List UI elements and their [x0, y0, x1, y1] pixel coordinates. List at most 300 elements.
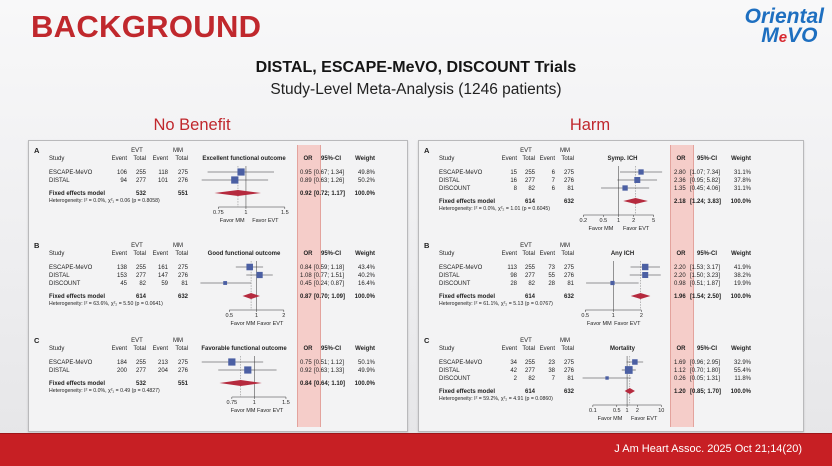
pooled-diamond [214, 190, 261, 196]
mm-event-header: Event [152, 346, 168, 352]
study-name: ESCAPE-MeVO [439, 265, 483, 271]
x-tick-label: 2 [639, 313, 643, 319]
odds-ratio-pooled: 1.96 [674, 294, 686, 300]
x-axis [213, 207, 289, 216]
outcome-title: Good functional outcome [207, 251, 281, 257]
weight: 43.4% [357, 265, 375, 271]
mm-events: 118 [158, 170, 168, 176]
ci-column-header: 95%-CI [320, 346, 342, 352]
citation: J Am Heart Assoc. 2025 Oct 21;14(20) [614, 443, 802, 455]
favor-right-label: Favor EVT [257, 321, 284, 327]
evt-total: 277 [524, 273, 535, 279]
fixed-effects-label: Fixed effects model [49, 381, 106, 387]
study-row [49, 366, 376, 374]
x-tick-label: 0.5 [225, 313, 234, 319]
evt-total: 277 [135, 273, 146, 279]
mm-total: 275 [177, 170, 188, 176]
odds-ratio: 0.98 [674, 281, 686, 287]
forest-plot-c [419, 334, 803, 428]
evt-total-pooled: 532 [135, 381, 146, 387]
x-axis [589, 405, 664, 414]
fixed-effects-row [49, 380, 376, 387]
slide-heading: BACKGROUND [31, 9, 262, 44]
mm-total-header: Total [561, 346, 574, 352]
odds-ratio: 0.95 [300, 170, 312, 176]
evt-events: 15 [510, 170, 517, 176]
mm-total-header: Total [561, 251, 574, 257]
confidence-interval-pooled: [0.70; 1.09] [314, 294, 346, 300]
evt-events: 45 [120, 281, 127, 287]
evt-total: 277 [524, 178, 535, 184]
x-tick-label: 10 [658, 408, 665, 414]
forest-plot-b [419, 239, 803, 333]
weight: 49.9% [357, 368, 375, 374]
evt-total: 255 [524, 170, 535, 176]
evt-total-pooled: 614 [524, 294, 535, 300]
mm-event-header: Event [539, 346, 555, 352]
study-column-header: Study [49, 156, 65, 162]
outcome-title: Mortality [609, 346, 636, 352]
mm-total: 81 [567, 281, 574, 287]
x-axis [581, 310, 642, 319]
odds-ratio-pooled: 0.84 [300, 381, 312, 387]
x-tick-label: 1 [255, 313, 259, 319]
odds-ratio: 2.36 [674, 178, 686, 184]
study-column-header: Study [439, 251, 455, 257]
confidence-interval: [0.77; 1.51] [314, 273, 345, 279]
forest-plot-c [29, 334, 407, 428]
x-tick-label: 1 [625, 408, 629, 414]
study-name: DISCOUNT [439, 186, 471, 192]
mm-event-header: Event [152, 251, 168, 257]
mm-total-pooled: 632 [177, 294, 188, 300]
mm-total: 275 [177, 265, 188, 271]
study-row [439, 169, 752, 176]
evt-events: 34 [510, 360, 517, 366]
mm-total-pooled: 551 [177, 381, 188, 387]
confidence-interval: [0.63; 1.33] [314, 368, 345, 374]
evt-total: 82 [528, 186, 535, 192]
pooled-diamond [623, 198, 648, 204]
mm-group-header: MM [173, 338, 183, 344]
odds-ratio: 1.35 [674, 186, 686, 192]
weight: 31.1% [733, 170, 751, 176]
evt-events: 98 [510, 273, 517, 279]
section-label-harm: Harm [569, 116, 611, 134]
heterogeneity-text: Heterogeneity: I² = 0.0%, χ²₂ = 1.01 (p = 0.6045) [439, 206, 550, 212]
fixed-effects-row [49, 190, 376, 197]
x-tick-label: 0.5 [612, 408, 621, 414]
x-tick-label: 0.2 [579, 218, 588, 224]
x-tick-label: 0.5 [599, 218, 608, 224]
odds-ratio: 0.45 [300, 281, 312, 287]
mm-total: 275 [563, 170, 574, 176]
evt-event-header: Event [111, 251, 127, 257]
odds-ratio: 0.84 [300, 265, 312, 271]
study-row [439, 185, 752, 192]
weight: 32.9% [733, 360, 751, 366]
heterogeneity-text: Heterogeneity: I² = 61.1%, χ²₂ = 5.13 (p = 0.0767) [439, 301, 553, 307]
mm-total: 81 [567, 186, 574, 192]
mm-events: 213 [157, 360, 168, 366]
weight-pooled: 100.0% [730, 389, 751, 395]
study-name: DISCOUNT [439, 281, 471, 287]
mm-events: 59 [161, 281, 168, 287]
evt-event-header: Event [501, 156, 517, 162]
weight-pooled: 100.0% [354, 294, 375, 300]
evt-total-header: Total [522, 346, 535, 352]
evt-event-header: Event [501, 251, 517, 257]
mm-total-header: Total [175, 156, 188, 162]
footer-band [0, 433, 832, 466]
forest-plot-b [29, 239, 407, 333]
odds-ratio: 2.20 [674, 273, 686, 279]
study-column-header: Study [49, 251, 65, 257]
forest-panel-harm [418, 140, 804, 432]
study-row [49, 176, 376, 184]
evt-events: 184 [116, 360, 127, 366]
x-tick-label: 0.1 [589, 408, 597, 414]
evt-events: 2 [513, 376, 517, 382]
effect-square [256, 272, 262, 278]
mm-event-header: Event [152, 156, 168, 162]
mm-total: 276 [177, 273, 188, 279]
study-row [49, 281, 376, 287]
heterogeneity-text: Heterogeneity: I² = 59.2%, χ²₂ = 4.91 (p = 0.0860) [439, 396, 553, 402]
evt-total: 82 [528, 281, 535, 287]
favor-right-label: Favor EVT [622, 226, 650, 232]
mm-total-pooled: 632 [563, 389, 574, 395]
study-row [49, 264, 376, 271]
study-name: DISCOUNT [49, 281, 81, 287]
weight: 55.4% [733, 368, 751, 374]
evt-total-pooled: 614 [524, 389, 535, 395]
weight-column-header: Weight [355, 251, 375, 257]
outcome-title: Favorable functional outcome [201, 346, 287, 352]
panel-letter: C [424, 336, 430, 345]
fixed-effects-row [49, 293, 376, 300]
weight-pooled: 100.0% [354, 381, 375, 387]
favor-right-label: Favor EVT [631, 416, 658, 422]
mm-events: 101 [157, 178, 168, 184]
weight: 11.8% [734, 376, 751, 382]
logo-letters-vo: VO [787, 24, 818, 47]
study-name: ESCAPE-MeVO [439, 170, 483, 176]
x-tick-label: 0.5 [581, 313, 590, 319]
section-label-no-benefit: No Benefit [153, 116, 231, 134]
outcome-title: Excellent functional outcome [202, 156, 286, 162]
effect-square [625, 366, 633, 374]
mm-events: 73 [548, 265, 555, 271]
favor-right-label: Favor EVT [614, 321, 641, 327]
weight: 19.9% [733, 281, 751, 287]
x-tick-label: 0.75 [213, 210, 224, 216]
mm-events: 38 [548, 368, 555, 374]
weight: 37.8% [733, 178, 751, 184]
study-row [49, 168, 376, 176]
favor-right-label: Favor EVT [256, 408, 284, 414]
ci-column-header: 95%-CI [696, 346, 718, 352]
mm-total-header: Total [175, 251, 188, 257]
mm-total: 275 [563, 265, 574, 271]
x-tick-label: 0.75 [226, 400, 238, 406]
forest-panel-no-benefit [28, 140, 408, 432]
ci-column-header: 95%-CI [320, 251, 342, 257]
evt-event-header: Event [501, 346, 517, 352]
panel-letter: C [34, 336, 40, 345]
evt-total-header: Total [133, 156, 146, 162]
favor-left-label: Favor MM [230, 321, 256, 327]
fixed-effects-row [439, 198, 752, 205]
confidence-interval: [0.05; 1.31] [690, 376, 721, 382]
study-name: DISTAL [439, 273, 460, 279]
study-column-header: Study [49, 346, 65, 352]
evt-event-header: Event [111, 156, 127, 162]
effect-square [237, 168, 244, 175]
logo-text-line1: Oriental [744, 5, 824, 28]
mm-events: 161 [157, 265, 168, 271]
fixed-effects-label: Fixed effects model [439, 389, 496, 395]
study-name: ESCAPE-MeVO [49, 360, 93, 366]
evt-events: 153 [116, 273, 127, 279]
x-axis [225, 310, 285, 319]
confidence-interval-pooled: [0.85; 1.70] [690, 389, 722, 395]
favor-right-label: Favor EVT [252, 218, 279, 224]
fixed-effects-label: Fixed effects model [439, 294, 496, 300]
weight: 38.2% [733, 273, 751, 279]
pooled-diamond [631, 293, 651, 299]
confidence-interval: [0.95; 5.82] [690, 178, 721, 184]
or-column-header: OR [303, 251, 313, 257]
mm-event-header: Event [539, 156, 555, 162]
pooled-diamond [625, 388, 635, 394]
effect-square [223, 281, 227, 285]
confidence-interval: [0.59; 1.18] [314, 265, 345, 271]
study-name: ESCAPE-MeVO [439, 360, 483, 366]
mm-total: 276 [563, 178, 574, 184]
weight-column-header: Weight [355, 346, 375, 352]
effect-square [228, 358, 235, 365]
mm-total: 81 [181, 281, 188, 287]
weight: 16.4% [357, 281, 375, 287]
or-column-header: OR [676, 156, 686, 162]
oriental-mevo-logo [745, 6, 824, 46]
effect-square [605, 376, 608, 379]
weight-column-header: Weight [355, 156, 375, 162]
confidence-interval: [0.51; 1.12] [314, 360, 345, 366]
confidence-interval: [1.07; 7.34] [690, 170, 721, 176]
odds-ratio: 0.92 [300, 368, 312, 374]
evt-total: 255 [135, 265, 146, 271]
x-tick-label: 1 [252, 400, 256, 406]
evt-events: 200 [116, 368, 127, 374]
logo-text-line2 [745, 25, 824, 46]
effect-square [244, 366, 251, 373]
x-axis [226, 397, 289, 406]
mm-events: 147 [157, 273, 168, 279]
fixed-effects-row [439, 293, 752, 300]
weight: 49.8% [357, 170, 375, 176]
study-row [439, 359, 752, 366]
evt-group-header: EVT [520, 148, 532, 154]
pooled-diamond [243, 293, 260, 299]
forest-plot-a [419, 144, 803, 238]
mm-total: 275 [177, 360, 188, 366]
evt-total-header: Total [133, 346, 146, 352]
mm-events: 28 [548, 281, 555, 287]
outcome-title: Any ICH [610, 251, 635, 257]
effect-square [246, 264, 253, 271]
study-name: DISTAL [439, 178, 460, 184]
study-row [49, 272, 376, 279]
study-name: ESCAPE-MeVO [49, 265, 93, 271]
evt-total: 277 [135, 178, 146, 184]
mm-events: 55 [548, 273, 555, 279]
study-row [439, 177, 752, 184]
evt-events: 94 [120, 178, 127, 184]
confidence-interval: [0.70; 1.80] [690, 368, 721, 374]
evt-events: 16 [510, 178, 517, 184]
confidence-interval-pooled: [1.54; 2.50] [690, 294, 722, 300]
heterogeneity-text: Heterogeneity: I² = 0.0%, χ²₁ = 0.49 (p = 0.4827) [49, 388, 160, 394]
confidence-interval: [1.50; 3.23] [690, 273, 721, 279]
effect-square [632, 359, 637, 364]
mm-events: 7 [551, 178, 555, 184]
mm-total-pooled: 632 [563, 294, 574, 300]
logo-letter-m: M [761, 24, 779, 47]
x-tick-label: 2 [635, 408, 639, 414]
effect-square [231, 176, 238, 183]
effect-square [622, 185, 627, 190]
study-row [439, 366, 752, 374]
x-tick-label: 1 [244, 210, 248, 216]
evt-total: 277 [524, 368, 535, 374]
evt-total: 255 [524, 265, 535, 271]
evt-group-header: EVT [131, 338, 143, 344]
mm-group-header: MM [173, 243, 183, 249]
fixed-effects-row [439, 388, 752, 395]
mm-total: 276 [563, 368, 574, 374]
evt-total-header: Total [522, 251, 535, 257]
study-name: DISTAL [49, 368, 70, 374]
x-tick-label: 1.5 [282, 400, 290, 406]
weight: 50.2% [357, 178, 375, 184]
favor-left-label: Favor MM [597, 416, 623, 422]
evt-total-pooled: 614 [524, 199, 535, 205]
evt-total: 255 [524, 360, 535, 366]
evt-group-header: EVT [520, 243, 532, 249]
weight-column-header: Weight [731, 251, 751, 257]
effect-square [638, 169, 643, 174]
weight: 41.9% [733, 265, 751, 271]
evt-event-header: Event [111, 346, 127, 352]
odds-ratio: 0.75 [300, 360, 312, 366]
mm-total-pooled: 632 [563, 199, 574, 205]
fixed-effects-label: Fixed effects model [49, 191, 106, 197]
favor-left-label: Favor MM [586, 321, 612, 327]
evt-total: 277 [135, 368, 146, 374]
study-row [439, 264, 752, 271]
pooled-diamond [219, 380, 261, 386]
study-row [439, 281, 752, 287]
study-column-header: Study [439, 346, 455, 352]
study-name: DISTAL [439, 368, 460, 374]
effect-square [642, 264, 648, 270]
favor-left-label: Favor MM [230, 408, 256, 414]
x-tick-label: 1.5 [280, 210, 289, 216]
confidence-interval: [0.63; 1.26] [314, 178, 345, 184]
mm-group-header: MM [173, 148, 183, 154]
evt-events: 42 [510, 368, 517, 374]
mm-group-header: MM [560, 338, 570, 344]
evt-events: 106 [116, 170, 127, 176]
study-name: DISCOUNT [439, 376, 471, 382]
odds-ratio-pooled: 1.20 [674, 389, 686, 395]
mm-total-pooled: 551 [177, 191, 188, 197]
odds-ratio-pooled: 2.18 [674, 199, 686, 205]
weight-column-header: Weight [731, 156, 751, 162]
or-column-header: OR [303, 346, 313, 352]
fixed-effects-label: Fixed effects model [439, 199, 496, 205]
outcome-title: Symp. ICH [607, 156, 638, 162]
mm-total-header: Total [175, 346, 188, 352]
forest-plot-a [29, 144, 407, 238]
study-row [439, 272, 752, 279]
confidence-interval: [0.96; 2.95] [690, 360, 721, 366]
evt-total: 82 [528, 376, 535, 382]
odds-ratio: 1.12 [674, 368, 686, 374]
confidence-interval: [0.45; 4.06] [690, 186, 721, 192]
confidence-interval: [0.24; 0.87] [314, 281, 345, 287]
study-row [49, 358, 376, 366]
mm-total: 276 [177, 368, 188, 374]
or-column-header: OR [303, 156, 313, 162]
effect-square [634, 177, 640, 183]
study-name: ESCAPE-MeVO [49, 170, 93, 176]
favor-left-label: Favor MM [219, 218, 245, 224]
ci-column-header: 95%-CI [320, 156, 342, 162]
evt-events: 138 [116, 265, 127, 271]
panel-letter: B [34, 241, 40, 250]
evt-total-pooled: 614 [135, 294, 146, 300]
confidence-interval: [1.53; 3.17] [690, 265, 721, 271]
slide-title: DISTAL, ESCAPE-MeVO, DISCOUNT Trials [255, 59, 577, 76]
confidence-interval-pooled: [0.72; 1.17] [314, 191, 346, 197]
evt-total-header: Total [133, 251, 146, 257]
evt-events: 113 [507, 265, 517, 271]
study-row [439, 376, 752, 382]
confidence-interval-pooled: [0.64; 1.10] [314, 381, 346, 387]
mm-group-header: MM [560, 243, 570, 249]
mm-events: 7 [551, 376, 555, 382]
odds-ratio: 1.08 [300, 273, 312, 279]
odds-ratio-pooled: 0.92 [300, 191, 312, 197]
ci-column-header: 95%-CI [696, 156, 718, 162]
x-tick-label: 2 [282, 313, 286, 319]
confidence-interval-pooled: [1.24; 3.83] [690, 199, 722, 205]
confidence-interval: [0.51; 1.87] [690, 281, 721, 287]
weight: 40.2% [357, 273, 375, 279]
mm-group-header: MM [560, 148, 570, 154]
panel-letter: A [34, 146, 40, 155]
weight-pooled: 100.0% [354, 191, 375, 197]
study-name: DISTAL [49, 178, 70, 184]
mm-events: 23 [548, 360, 555, 366]
odds-ratio-pooled: 0.87 [300, 294, 312, 300]
x-tick-label: 1 [611, 313, 615, 319]
evt-total: 255 [135, 170, 146, 176]
mm-events: 6 [551, 170, 555, 176]
